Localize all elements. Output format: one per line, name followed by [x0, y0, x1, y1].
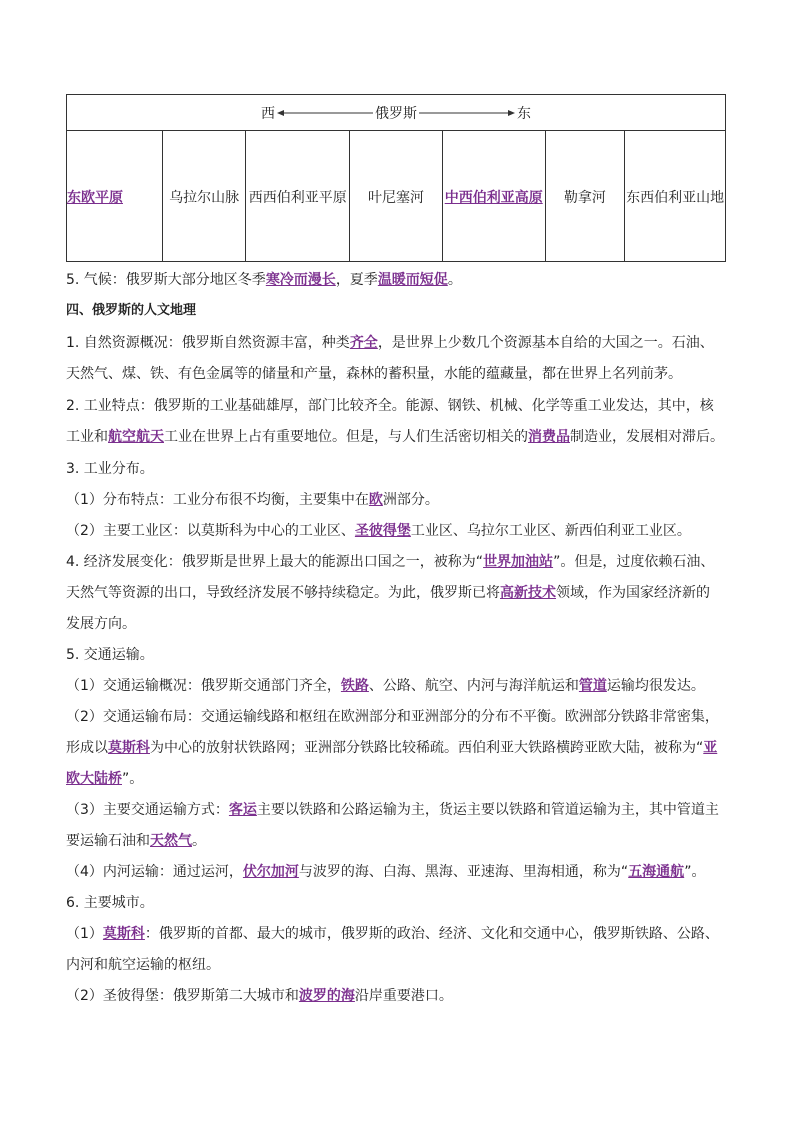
- table-cell: 叶尼塞河: [350, 131, 443, 262]
- text-line: （2）交通运输布局：交通运输线路和枢纽在欧洲部分和亚洲部分的分布不平衡。欧洲部分铁路非常密集，: [66, 709, 719, 725]
- left-arrow-icon: [277, 108, 373, 118]
- text-line: 6. 主要城市。: [66, 895, 154, 911]
- text-line: （1）交通运输概况：俄罗斯交通部门齐全，铁路、公路、航空、内河与海洋航运和管道运输均很发达。: [66, 678, 705, 694]
- text-line: 发展方向。: [66, 616, 136, 632]
- text-line: 要运输石油和天然气。: [66, 833, 206, 849]
- header-west: 西: [261, 105, 275, 122]
- geography-table: [66, 94, 726, 262]
- table-cell: 中西伯利亚高原: [443, 131, 546, 262]
- text-line: 5. 交通运输。: [66, 647, 154, 663]
- text-line: 4. 经济发展变化：俄罗斯是世界上最大的能源出口国之一，被称为“世界加油站”。但是，过度依赖石油、: [66, 554, 715, 570]
- table-cell: 东西伯利亚山地: [626, 189, 725, 206]
- text-line: 3. 工业分布。: [66, 461, 154, 477]
- section-heading: 四、俄罗斯的人文地理: [66, 303, 197, 318]
- text-line: （4）内河运输：通过运河，伏尔加河与波罗的海、白海、黑海、亚速海、里海相通，称为“五海通航”。: [66, 864, 706, 880]
- table-header: [67, 95, 725, 131]
- table-cell: 东欧平原: [67, 131, 163, 262]
- header-middle: 俄罗斯: [375, 105, 417, 122]
- text-line: 工业和航空航天工业在世界上占有重要地位。但是，与人们生活密切相关的消费品制造业，发展相对滞后。: [66, 429, 724, 445]
- right-arrow-icon: [419, 108, 515, 118]
- table-cell: 勒拿河: [546, 131, 626, 262]
- table-cell: 乌拉尔山脉: [163, 131, 247, 262]
- table-cell: 西西伯利亚平原: [246, 131, 350, 262]
- text-line: （3）主要交通运输方式：客运主要以铁路和公路运输为主，货运主要以铁路和管道运输为主，其中管道主: [66, 802, 719, 818]
- text-line: 形成以莫斯科为中心的放射状铁路网；亚洲部分铁路比较稀疏。西伯利亚大铁路横跨亚欧大陆，被称为“亚: [66, 740, 718, 756]
- text-line: 天然气等资源的出口，导致经济发展不够持续稳定。为此，俄罗斯已将高新技术领域，作为国家经济新的: [66, 585, 710, 601]
- text-line: 内河和航空运输的枢纽。: [66, 957, 220, 973]
- table-row: [67, 131, 725, 262]
- text-line: 2. 工业特点：俄罗斯的工业基础雄厚，部门比较齐全。能源、钢铁、机械、化学等重工业发达，其中，核: [66, 398, 714, 414]
- text-line: （2）圣彼得堡：俄罗斯第二大城市和波罗的海沿岸重要港口。: [66, 988, 453, 1004]
- text-line: （2）主要工业区：以莫斯科为中心的工业区、圣彼得堡工业区、乌拉尔工业区、新西伯利亚工业区。: [66, 523, 691, 539]
- text-line: （1）莫斯科：俄罗斯的首都、最大的城市，俄罗斯的政治、经济、文化和交通中心，俄罗斯铁路、公路、: [66, 926, 719, 942]
- text-line: 欧大陆桥”。: [66, 771, 144, 787]
- header-east: 东: [517, 105, 531, 122]
- text-line: （1）分布特点：工业分布很不均衡，主要集中在欧洲部分。: [66, 492, 439, 508]
- text-line: 1. 自然资源概况：俄罗斯自然资源丰富，种类齐全，是世界上少数几个资源基本自给的大国之一。石油、: [66, 335, 714, 351]
- text-line: 5. 气候：俄罗斯大部分地区冬季寒冷而漫长，夏季温暖而短促。: [66, 272, 462, 288]
- text-line: 天然气、煤、铁、有色金属等的储量和产量，森林的蓄积量，水能的蕴藏量，都在世界上名列前茅。: [66, 366, 682, 382]
